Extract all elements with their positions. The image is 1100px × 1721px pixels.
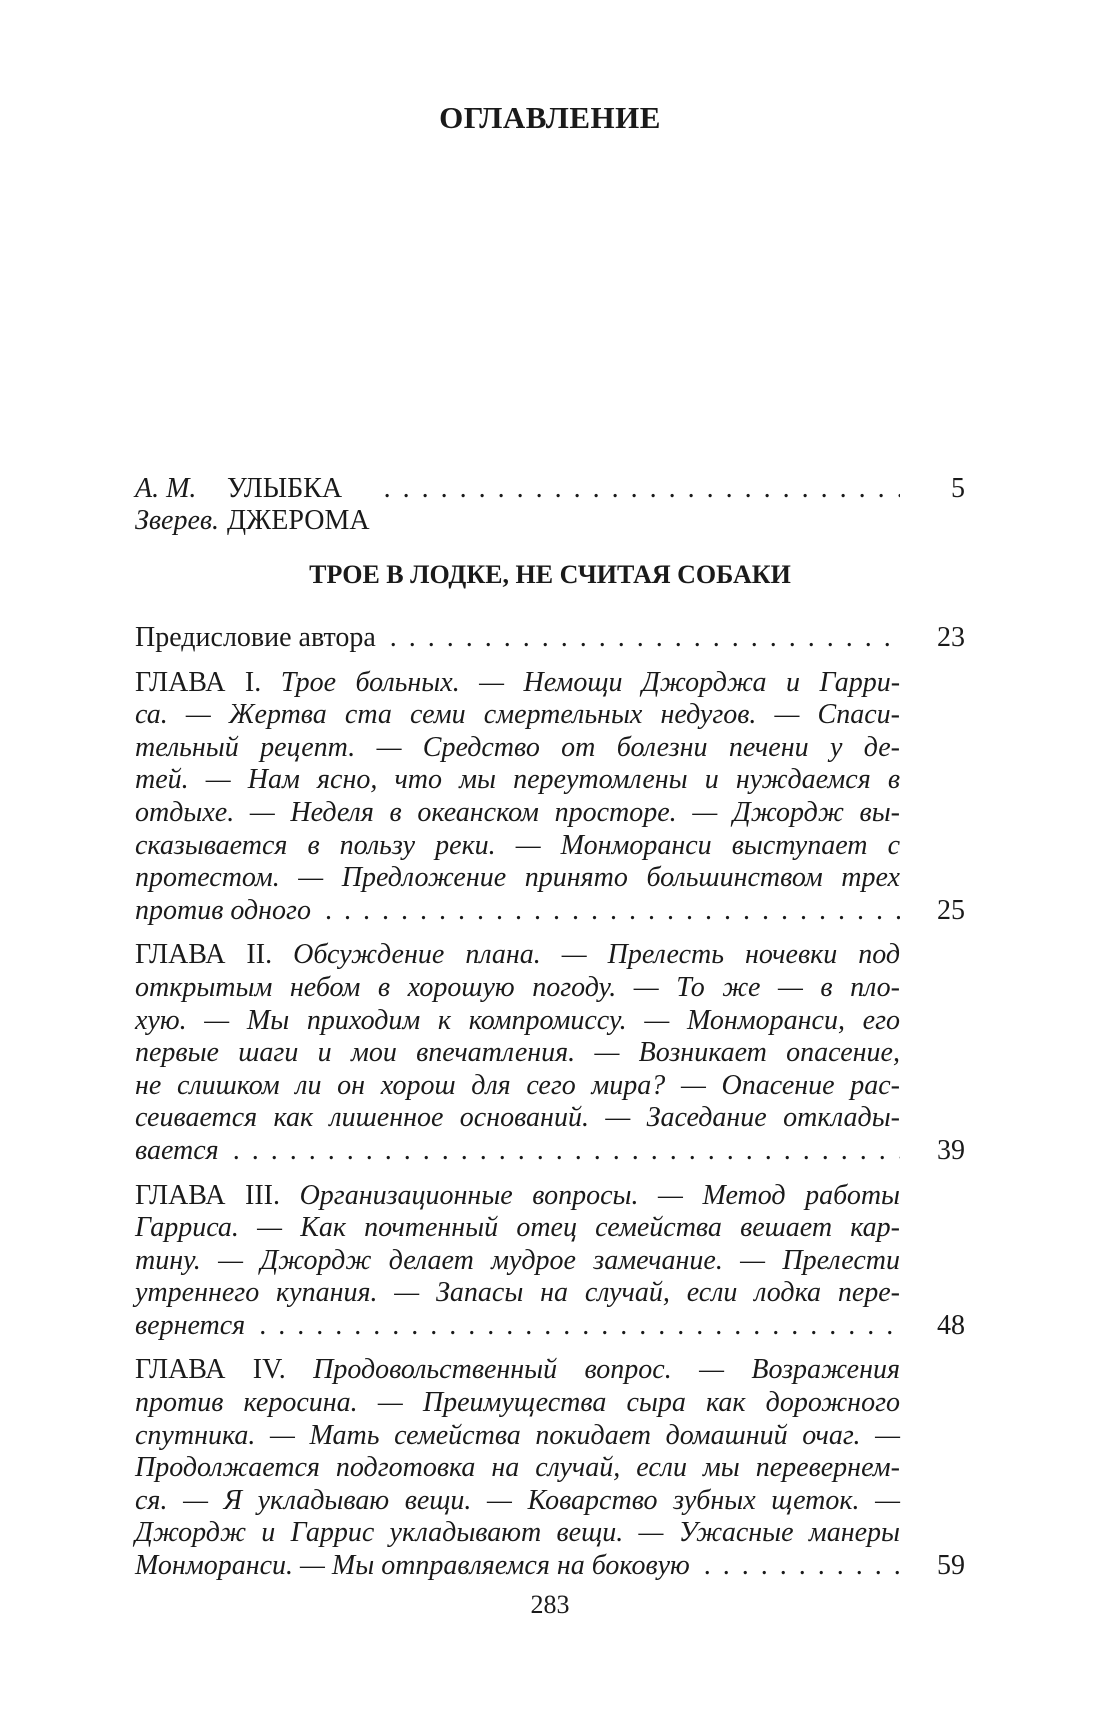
chapter-4-last-line: Монморанси. — Мы отправляемся на боковую . . . 59 (135, 1550, 965, 1583)
chapter-3-last-line: вернется . . . 48 (135, 1310, 965, 1343)
chapter-2-line-1: ГЛАВА II. Обсуждение плана. — Прелесть ночевки под (135, 939, 901, 971)
chapter-4-line-2: против керосина. — Преимущества сыра как дорожного (135, 1387, 900, 1419)
chapter-1-line-3: тельный рецепт. — Средство от болезни печени у де- (135, 731, 900, 763)
book-title: ТРОЕ В ЛОДКЕ, НЕ СЧИТАЯ СОБАКИ (309, 560, 791, 589)
toc-entry-intro (135, 473, 965, 537)
chapter-2-line-2: открытым небом в хорошую погоду. — То же — в пло- (135, 971, 900, 1003)
preface-page-number: 23 (937, 622, 965, 653)
chapter-2-line-6: сеивается как лишенное оснований. — Заседание отклады- (135, 1102, 900, 1134)
chapter-4-label: ГЛАВА IV. (135, 1354, 286, 1386)
toc-entry-chapter-4 (135, 1354, 965, 1582)
chapter-4-line-4: Продолжается подготовка на случай, если мы перевернем- (135, 1452, 900, 1484)
chapter-2-label: ГЛАВА II. (135, 939, 273, 971)
intro-author: А. М. Зверев. (135, 473, 220, 536)
chapter-1-line-5: отдыхе. — Неделя в океанском просторе. — Джордж вы- (135, 796, 900, 828)
page-number-footer: 283 (530, 1590, 570, 1619)
chapter-4-line-3: спутника. — Мать семейства покидает домашний очаг. — (135, 1419, 900, 1451)
chapter-4-line-1: ГЛАВА IV. Продовольственный вопрос. — Возражения (135, 1354, 901, 1386)
chapter-3-page-number: 48 (937, 1309, 965, 1341)
chapter-3-label: ГЛАВА III. (135, 1179, 280, 1211)
chapter-4-line-6: Джордж и Гаррис укладывают вещи. — Ужасные манеры (135, 1517, 900, 1549)
chapter-2-last-line: вается . . . 39 (135, 1135, 965, 1168)
dot-leader (233, 1135, 900, 1168)
chapter-2-line-3: хую. — Мы приходим к компромиссу. — Монморанси, его (135, 1004, 900, 1036)
chapter-1-last-line: против одного . . . 25 (135, 895, 965, 928)
dot-leader (259, 1310, 900, 1343)
chapter-2-line-5: не слишком ли он хорош для сего мира? — Опасение рас- (135, 1069, 900, 1101)
toc-entry-chapter-3 (135, 1180, 965, 1343)
dot-leader (390, 622, 900, 655)
chapter-3-line-2: Гарриса. — Как почтенный отец семейства вешает кар- (135, 1212, 900, 1244)
dot-leader (325, 895, 900, 928)
chapter-4-page-number: 59 (937, 1550, 965, 1582)
chapter-3-line-3: тину. — Джордж делает мудрое замечание. — Прелести (135, 1244, 900, 1276)
chapter-3-line-4: утреннего купания. — Запасы на случай, если лодка пере- (135, 1277, 900, 1309)
chapter-1-page-number: 25 (937, 894, 965, 926)
chapter-4-line-5: ся. — Я укладываю вещи. — Коварство зубных щеток. — (135, 1484, 900, 1516)
chapter-2-line-4: первые шаги и мои впечатления. — Возникает опасение, (135, 1037, 900, 1069)
chapter-2-page-number: 39 (937, 1134, 965, 1166)
toc-list (135, 622, 965, 1595)
intro-page-number: 5 (951, 473, 965, 504)
chapter-1-label: ГЛАВА I. (135, 666, 262, 698)
preface-label: Предисловие автора (135, 622, 376, 653)
page-title: ОГЛАВЛЕНИЕ (439, 100, 661, 135)
chapter-1-line-6: сказывается в пользу реки. — Монморанси выступает с (135, 829, 900, 861)
chapter-1-line-4: тей. — Нам ясно, что мы переутомлены и нуждаемся в (135, 764, 900, 796)
toc-entry-chapter-2 (135, 939, 965, 1167)
intro-work-title: УЛЫБКА ДЖЕРОМА (227, 473, 370, 536)
chapter-1-line-7: протестом. — Предложение принято большинством трех (135, 862, 900, 894)
dot-leader (384, 473, 900, 505)
toc-entry-chapter-1 (135, 667, 965, 928)
chapter-3-line-1: ГЛАВА III. Организационные вопросы. — Метод работы (135, 1179, 901, 1211)
dot-leader (704, 1550, 900, 1583)
toc-entry-preface (135, 622, 965, 655)
chapter-1-line-1: ГЛАВА I. Трое больных. — Немощи Джорджа и Гарри- (135, 666, 901, 698)
chapter-1-line-2: са. — Жертва ста семи смертельных недугов. — Спаси- (135, 699, 900, 731)
